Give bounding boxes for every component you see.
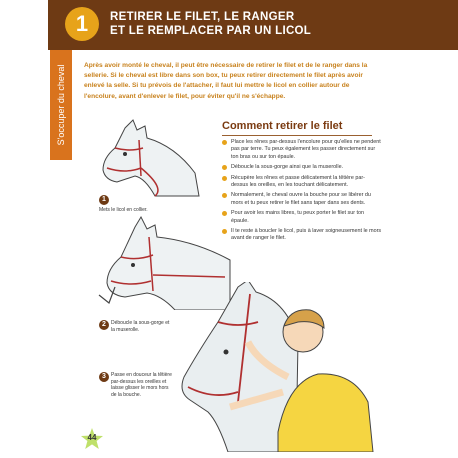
step-number-badge: 1 (65, 7, 99, 41)
caption-1-number: 1 (99, 195, 109, 205)
page-title-line-2: ET LE REMPLACER PAR UN LICOL (110, 25, 312, 37)
bullet-icon (222, 165, 227, 170)
bullet-icon (222, 211, 227, 216)
caption-3: Passe en douceur la têtière par-dessus les oreilles et laisse glisser le mors hors de la bouche. (111, 372, 172, 398)
bullet-icon (222, 229, 227, 234)
caption-1: Mets le licol en collier. (99, 207, 148, 213)
section-divider (222, 135, 372, 136)
list-item: Place les rênes par-dessus l'encolure pour qu'elles ne pendent pas par terre. Tu peux également les passer directement sur ton bras ou sur ton épaule. (222, 139, 382, 161)
page-title-line-1: RETIRER LE FILET, LE RANGER (110, 11, 295, 23)
intro-paragraph: Après avoir monté le cheval, il peut être nécessaire de retirer le filet et de le ranger dans la sellerie. Si le cheval est libre dans son box, tu peux retirer directement le filet après avoir enlevé la selle. Si tu prévois de l'attacher, il faut lui mettre le licol en collier autour de l'encolure, avant d'enlever le filet, pour éviter qu'il ne s'échappe. (84, 62, 368, 100)
list-item: Déboucle la sous-gorge ainsi que la muserolle. (222, 164, 382, 171)
list-item: Normalement, le cheval ouvre la bouche pour se libérer du mors et tu peux retirer le filet sans taper dans ses dents. (222, 192, 382, 207)
list-item: Pour avoir les mains libres, tu peux porter le filet sur ton épaule. (222, 210, 382, 225)
bullet-icon (222, 193, 227, 198)
steps-list (222, 139, 382, 246)
caption-2: Déboucle la sous-gorge et la muserolle. (111, 320, 170, 333)
list-item: Récupère les rênes et passe délicatement la têtière par-dessus les oreilles, en les touchant délicatement. (222, 175, 382, 190)
sidebar-label: S'occuper du cheval (56, 64, 66, 146)
illustration-horse-halter (95, 118, 205, 198)
bullet-icon (222, 176, 227, 181)
page-number: 44 (87, 433, 97, 442)
list-item: Il te reste à boucler le licol, puis à laver soigneusement le mors avant de ranger le filet. (222, 228, 382, 243)
caption-2-number: 2 (99, 320, 109, 330)
section-title: Comment retirer le filet (222, 120, 343, 132)
illustration-boy-removing-bridle (178, 282, 378, 452)
bullet-icon (222, 140, 227, 145)
caption-3-number: 3 (99, 372, 109, 382)
page-title (110, 10, 410, 38)
